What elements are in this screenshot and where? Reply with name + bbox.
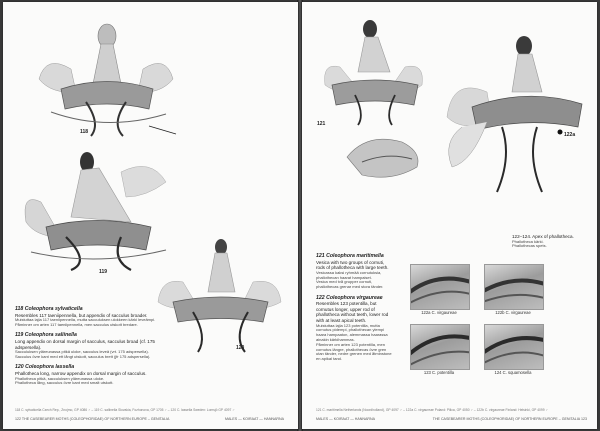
footer-section: MALES — KOIRAAT — HANNARNA <box>316 417 375 421</box>
fig-label-122a: 122a <box>564 132 576 138</box>
species-note-fi: Vesicassa kaksi ryhmää cornutuksia, phallothecan haarat hampaiset. <box>316 269 382 280</box>
genitalia-figure-122a <box>432 32 592 202</box>
species-description: Phallotheca long, narrow appendix on dorsal margin of sacculus. <box>15 370 147 376</box>
right-page <box>302 2 597 429</box>
genitalia-figure-119 <box>21 142 171 272</box>
species-heading: 118 Coleophora sylvaticella <box>15 306 83 312</box>
photo-122a <box>410 264 470 310</box>
genitalia-figure-118 <box>31 14 181 139</box>
footnote: 121 C. maritimella Netherlands (Noordholland), GP 4097 ♂ – 122a C. virgaureae Poland: Pilica, GP 4050 ♂ – 122b C. virgaureae Finland: Helsinki, GP 4099 ♂ <box>316 408 548 412</box>
photo-caption: 123 C. potentilla <box>423 370 455 375</box>
species-note-sv: Vesica med två grupper cornuti, phallothecas grenar med stora tänder. <box>316 279 384 290</box>
photo-caption: 122a C. virgaureae <box>421 310 457 315</box>
photo-124 <box>484 324 544 370</box>
species-heading: 121 Coleophora maritimella <box>316 253 384 259</box>
species-text-block-left <box>15 307 160 386</box>
photo-caption: 124 C. squamosella <box>494 370 532 375</box>
species-note-sv: Påminner om arten 117 taeniipennella, men sacculus utskott bredare. <box>15 321 138 327</box>
species-description: Vesica with two groups of cornuti, rods of phallotheca with large teeth. <box>316 259 389 271</box>
footer-section: MALES — KOIRAAT — HANNARNA <box>225 417 284 421</box>
species-note-fi: Sacculuksen yläreunassa pitkä uloke, sacculus leveä (vrt. 175 adspersella). <box>15 349 149 355</box>
species-description: Resembles 117 taeniipennella, but appendix of sacculus broader. <box>15 312 148 318</box>
species-text-block-right <box>316 254 394 362</box>
species-note-fi: Muistuttaa lajia 117 taeniipennella, mutta sacculuksen ulokkeen kärki leveämpi. <box>15 317 156 323</box>
fig-label-118: 118 <box>80 129 89 135</box>
footer-title: THE CASEBEARER MOTHS (COLEOPHORIDAE) OF NORTHERN EUROPE – GENITALIA 123 <box>432 417 587 421</box>
photo-caption: 122b C. virgaureae <box>495 310 531 315</box>
species-note-sv: Phallotheca lång, sacculus övre kant med smalt utskott. <box>15 380 114 386</box>
species-note-sv: Sacculus övre kant med ett långt utskott, sacculus brett (jfr 175 adspersella). <box>15 353 151 359</box>
inset-caption-fi: Phallotheca kärki. <box>512 238 544 244</box>
species-note-sv: Påminner om arten 123 potentilla, men cornutus längre, phallothecas övre gren utan tänder, nedre grenen med åtminstone en apikal tand. <box>316 341 392 362</box>
photo-123 <box>410 324 470 370</box>
species-note-fi: Phallotheca pitkä, sacculuksen yläreunassa uloke. <box>15 375 105 381</box>
apex-inset-caption <box>512 234 592 249</box>
genitalia-figure-120 <box>153 237 283 357</box>
photo-122b <box>484 264 544 310</box>
inset-caption-text: 122–124. Apex of phallotheca. <box>512 234 574 239</box>
fig-label-120: 120 <box>236 345 245 351</box>
fig-label-119: 119 <box>99 269 108 275</box>
species-heading: 122 Coleophora virgaureae <box>316 294 383 301</box>
species-note-fi: Muistuttaa lajia 123 potentilla, mutta cornutus pidempi, phallothecan ylempi haara hampaaton, alemmassa haarassa ainakin kärkihammas. <box>316 322 388 342</box>
footer-title: 122 THE CASEBEARER MOTHS (COLEOPHORIDAE) OF NORTHERN EUROPE – GENITALIA <box>15 417 170 421</box>
phallus-figure-121 <box>342 127 427 187</box>
left-page <box>3 2 298 429</box>
genitalia-figure-121 <box>320 17 430 127</box>
footnote: 118 C. sylvaticella Czech Rep., Znojmo, GP 4086 ♂ – 119 C. saliinella Slovakia, Fozhonova, GP 1705 ♂ – 120 C. lassella Sweden: Lomsjö GP 4097 ♂ <box>15 408 235 412</box>
species-heading: 119 Coleophora saliinella <box>15 332 77 339</box>
inset-caption-sv: Phallothecas spets. <box>512 243 547 249</box>
fig-label-121: 121 <box>317 121 326 127</box>
species-description: Resembles 123 potentilla, but cornutus longer, upper rod of phallotheca without teeth, lower rod with at least apical teeth. <box>316 301 389 323</box>
species-description: Long appendix on dorsal margin of sacculus, sacculus broad (cf. 175 adspersella). <box>15 338 155 350</box>
species-heading: 120 Coleophora lassella <box>15 364 75 371</box>
